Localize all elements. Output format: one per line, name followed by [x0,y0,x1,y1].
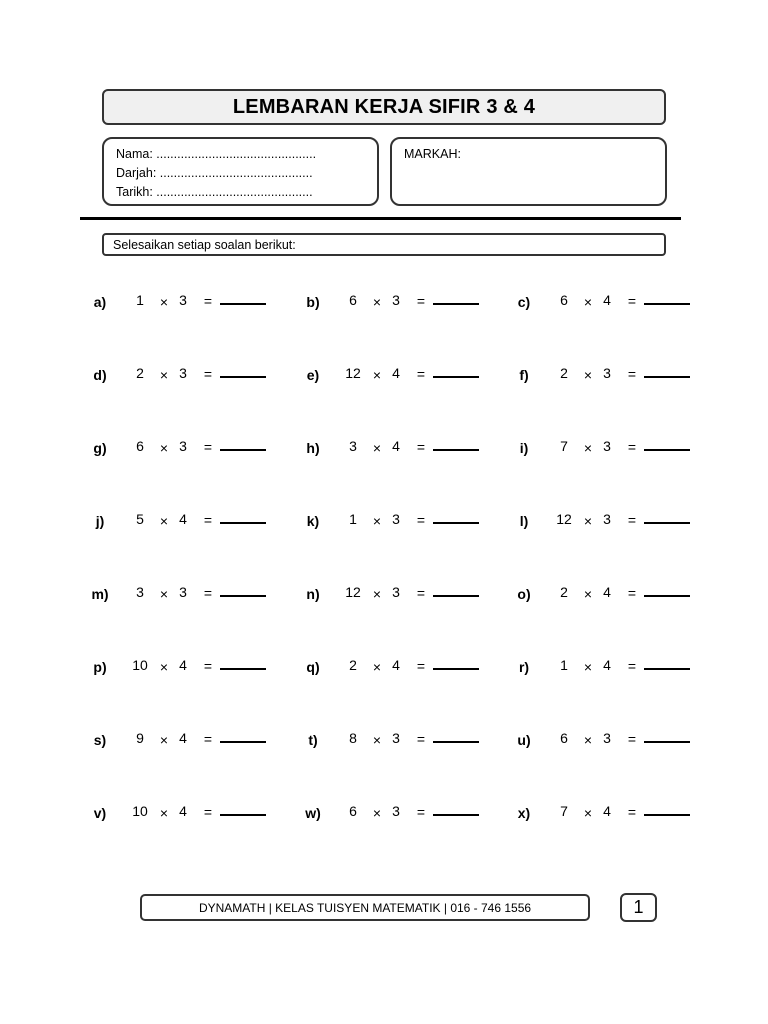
marks-box [390,137,667,206]
answer-blank[interactable] [220,814,266,816]
question-label: i) [519,440,529,456]
question-label: t) [308,732,318,748]
question-item [85,657,275,681]
question-label: u) [517,732,531,748]
times-sign: × [159,294,169,310]
operand-b: 4 [179,657,187,673]
equals-sign: = [416,804,426,820]
question-label: m) [91,586,109,602]
operand-b: 4 [392,365,400,381]
operand-a: 1 [136,292,144,308]
date-field[interactable]: Tarikh: ............................................. [116,185,313,199]
times-sign: × [372,367,382,383]
question-item [85,803,275,827]
class-field[interactable]: Darjah: ............................................ [116,166,313,180]
times-sign: × [159,659,169,675]
operand-b: 3 [603,511,611,527]
operand-b: 3 [603,365,611,381]
operand-a: 1 [349,511,357,527]
equals-sign: = [203,293,213,309]
question-item [85,730,275,754]
question-item [509,511,699,535]
times-sign: × [583,659,593,675]
operand-a: 12 [556,511,572,527]
question-item [85,365,275,389]
equals-sign: = [627,658,637,674]
times-sign: × [583,294,593,310]
times-sign: × [583,440,593,456]
question-item [509,803,699,827]
question-item [298,730,488,754]
operand-a: 6 [349,803,357,819]
question-item [85,438,275,462]
times-sign: × [159,586,169,602]
answer-blank[interactable] [220,303,266,305]
question-item [298,365,488,389]
question-label: k) [306,513,320,529]
equals-sign: = [203,731,213,747]
question-item [509,584,699,608]
footer-box [140,894,590,921]
operand-b: 4 [603,292,611,308]
operand-a: 9 [136,730,144,746]
equals-sign: = [416,439,426,455]
operand-a: 12 [345,365,361,381]
operand-b: 4 [392,657,400,673]
times-sign: × [583,513,593,529]
operand-a: 3 [349,438,357,454]
operand-a: 7 [560,803,568,819]
answer-blank[interactable] [433,595,479,597]
equals-sign: = [627,585,637,601]
times-sign: × [159,732,169,748]
equals-sign: = [627,804,637,820]
answer-blank[interactable] [433,449,479,451]
operand-a: 6 [560,292,568,308]
operand-b: 4 [179,511,187,527]
question-item [85,292,275,316]
operand-a: 7 [560,438,568,454]
operand-a: 6 [560,730,568,746]
answer-blank[interactable] [644,522,690,524]
question-item [509,365,699,389]
question-label: n) [306,586,320,602]
question-label: q) [306,659,320,675]
question-label: l) [519,513,529,529]
equals-sign: = [203,366,213,382]
question-item [509,292,699,316]
answer-blank[interactable] [220,595,266,597]
times-sign: × [159,367,169,383]
answer-blank[interactable] [644,595,690,597]
operand-a: 2 [560,365,568,381]
question-item [509,730,699,754]
operand-a: 5 [136,511,144,527]
answer-blank[interactable] [220,376,266,378]
operand-a: 2 [349,657,357,673]
answer-blank[interactable] [644,303,690,305]
equals-sign: = [203,512,213,528]
times-sign: × [159,513,169,529]
times-sign: × [583,586,593,602]
operand-a: 10 [132,803,148,819]
question-item [85,511,275,535]
instruction-text: Selesaikan setiap soalan berikut: [113,238,296,252]
question-label: w) [305,805,321,821]
operand-b: 4 [179,803,187,819]
times-sign: × [372,659,382,675]
operand-b: 3 [603,438,611,454]
times-sign: × [372,513,382,529]
times-sign: × [372,294,382,310]
student-info-box [102,137,379,206]
equals-sign: = [416,366,426,382]
question-item [298,657,488,681]
operand-b: 4 [179,730,187,746]
operand-b: 4 [603,584,611,600]
operand-b: 3 [603,730,611,746]
operand-b: 4 [392,438,400,454]
answer-blank[interactable] [644,741,690,743]
question-label: s) [93,732,107,748]
answer-blank[interactable] [433,522,479,524]
equals-sign: = [627,366,637,382]
answer-blank[interactable] [220,449,266,451]
times-sign: × [372,732,382,748]
footer-text: DYNAMATH | KELAS TUISYEN MATEMATIK | 016 - 746 1556 [198,900,532,915]
operand-b: 3 [179,438,187,454]
times-sign: × [583,732,593,748]
equals-sign: = [627,439,637,455]
operand-b: 3 [392,584,400,600]
answer-blank[interactable] [644,449,690,451]
equals-sign: = [203,585,213,601]
equals-sign: = [203,658,213,674]
question-label: h) [306,440,320,456]
operand-a: 1 [560,657,568,673]
operand-a: 12 [345,584,361,600]
operand-b: 3 [392,292,400,308]
operand-a: 8 [349,730,357,746]
question-label: f) [519,367,529,383]
equals-sign: = [627,293,637,309]
question-label: e) [306,367,320,383]
times-sign: × [159,440,169,456]
equals-sign: = [203,439,213,455]
worksheet-title-box [102,89,666,125]
operand-a: 3 [136,584,144,600]
times-sign: × [583,805,593,821]
operand-b: 4 [603,803,611,819]
operand-a: 2 [136,365,144,381]
times-sign: × [159,805,169,821]
operand-a: 10 [132,657,148,673]
answer-blank[interactable] [644,376,690,378]
page-number-box [620,893,657,922]
answer-blank[interactable] [433,303,479,305]
answer-blank[interactable] [433,741,479,743]
question-label: b) [306,294,320,310]
question-label: g) [93,440,107,456]
times-sign: × [372,586,382,602]
question-item [298,292,488,316]
equals-sign: = [627,731,637,747]
question-label: c) [517,294,531,310]
operand-b: 3 [392,511,400,527]
operand-a: 6 [136,438,144,454]
operand-b: 3 [179,584,187,600]
question-label: a) [93,294,107,310]
times-sign: × [372,805,382,821]
operand-b: 4 [603,657,611,673]
operand-b: 3 [179,292,187,308]
question-label: r) [518,659,530,675]
question-label: p) [93,659,107,675]
answer-blank[interactable] [220,741,266,743]
equals-sign: = [416,512,426,528]
equals-sign: = [416,585,426,601]
operand-b: 3 [392,803,400,819]
question-item [298,511,488,535]
equals-sign: = [203,804,213,820]
answer-blank[interactable] [220,522,266,524]
equals-sign: = [627,512,637,528]
answer-blank[interactable] [433,376,479,378]
page-number: 1 [633,897,644,917]
question-item [509,657,699,681]
question-item [298,438,488,462]
operand-a: 2 [560,584,568,600]
answer-blank[interactable] [433,668,479,670]
equals-sign: = [416,731,426,747]
answer-blank[interactable] [433,814,479,816]
question-item [85,584,275,608]
question-label: j) [95,513,105,529]
question-label: d) [93,367,107,383]
question-item [509,438,699,462]
answer-blank[interactable] [644,814,690,816]
worksheet-title: LEMBARAN KERJA SIFIR 3 & 4 [232,95,536,118]
equals-sign: = [416,658,426,674]
answer-blank[interactable] [220,668,266,670]
question-item [298,584,488,608]
answer-blank[interactable] [644,668,690,670]
instruction-box [102,233,666,256]
marks-label: MARKAH: [404,147,461,161]
name-field[interactable]: Nama: .............................................. [116,147,317,161]
operand-b: 3 [179,365,187,381]
times-sign: × [583,367,593,383]
divider-line [80,217,681,220]
question-label: x) [517,805,531,821]
question-label: o) [517,586,531,602]
question-label: v) [93,805,107,821]
operand-a: 6 [349,292,357,308]
operand-b: 3 [392,730,400,746]
equals-sign: = [416,293,426,309]
times-sign: × [372,440,382,456]
question-item [298,803,488,827]
